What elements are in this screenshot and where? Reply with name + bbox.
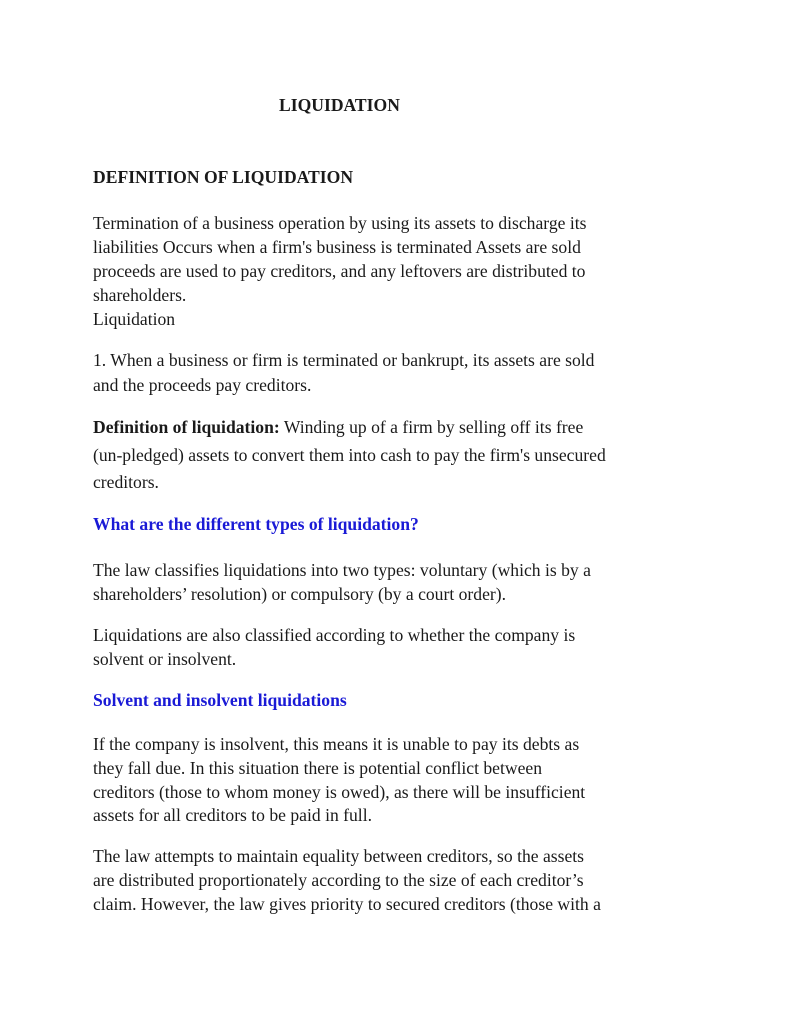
paragraph-line: 1. When a business or firm is terminated or bankrupt, its assets are sold [93,350,595,370]
paragraph-line: liabilities Occurs when a firm's business is terminated Assets are sold [93,237,581,257]
definition-term: Definition of liquidation: [93,417,280,437]
paragraph-line: proceeds are used to pay creditors, and any leftovers are distributed to [93,261,586,281]
paragraph-line: and the proceeds pay creditors. [93,375,312,395]
paragraph-line: shareholders. [93,285,187,305]
paragraph-line: assets for all creditors to be paid in full. [93,805,372,825]
paragraph-line: Termination of a business operation by using its assets to discharge its [93,213,587,233]
paragraph-line: (un-pledged) assets to convert them into cash to pay the firm's unsecured [93,445,606,465]
solvent-heading: Solvent and insolvent liquidations [93,690,347,710]
paragraph-line: The law classifies liquidations into two types: voluntary (which is by a [93,560,591,580]
paragraph-line: Liquidations are also classified according to whether the company is [93,625,576,645]
paragraph-line: are distributed proportionately according to the size of each creditor’s [93,870,584,890]
definition-term-text: Winding up of a firm by selling off its free [279,417,584,437]
definition-heading: DEFINITION OF LIQUIDATION [93,167,354,187]
document-title: LIQUIDATION [279,95,400,115]
paragraph-line: solvent or insolvent. [93,649,237,669]
paragraph-line: shareholders’ resolution) or compulsory (by a court order). [93,584,506,604]
paragraph-line: creditors. [93,472,159,492]
liquidation-label: Liquidation [93,309,176,329]
paragraph-line: The law attempts to maintain equality between creditors, so the assets [93,846,585,866]
types-heading: What are the different types of liquidation? [93,514,419,534]
paragraph-line: claim. However, the law gives priority to secured creditors (those with a [93,894,601,914]
paragraph-line: they fall due. In this situation there is potential conflict between [93,758,543,778]
paragraph-line: If the company is insolvent, this means it is unable to pay its debts as [93,734,580,754]
paragraph-line: creditors (those to whom money is owed), as there will be insufficient [93,782,586,802]
paragraph-line [93,417,583,437]
